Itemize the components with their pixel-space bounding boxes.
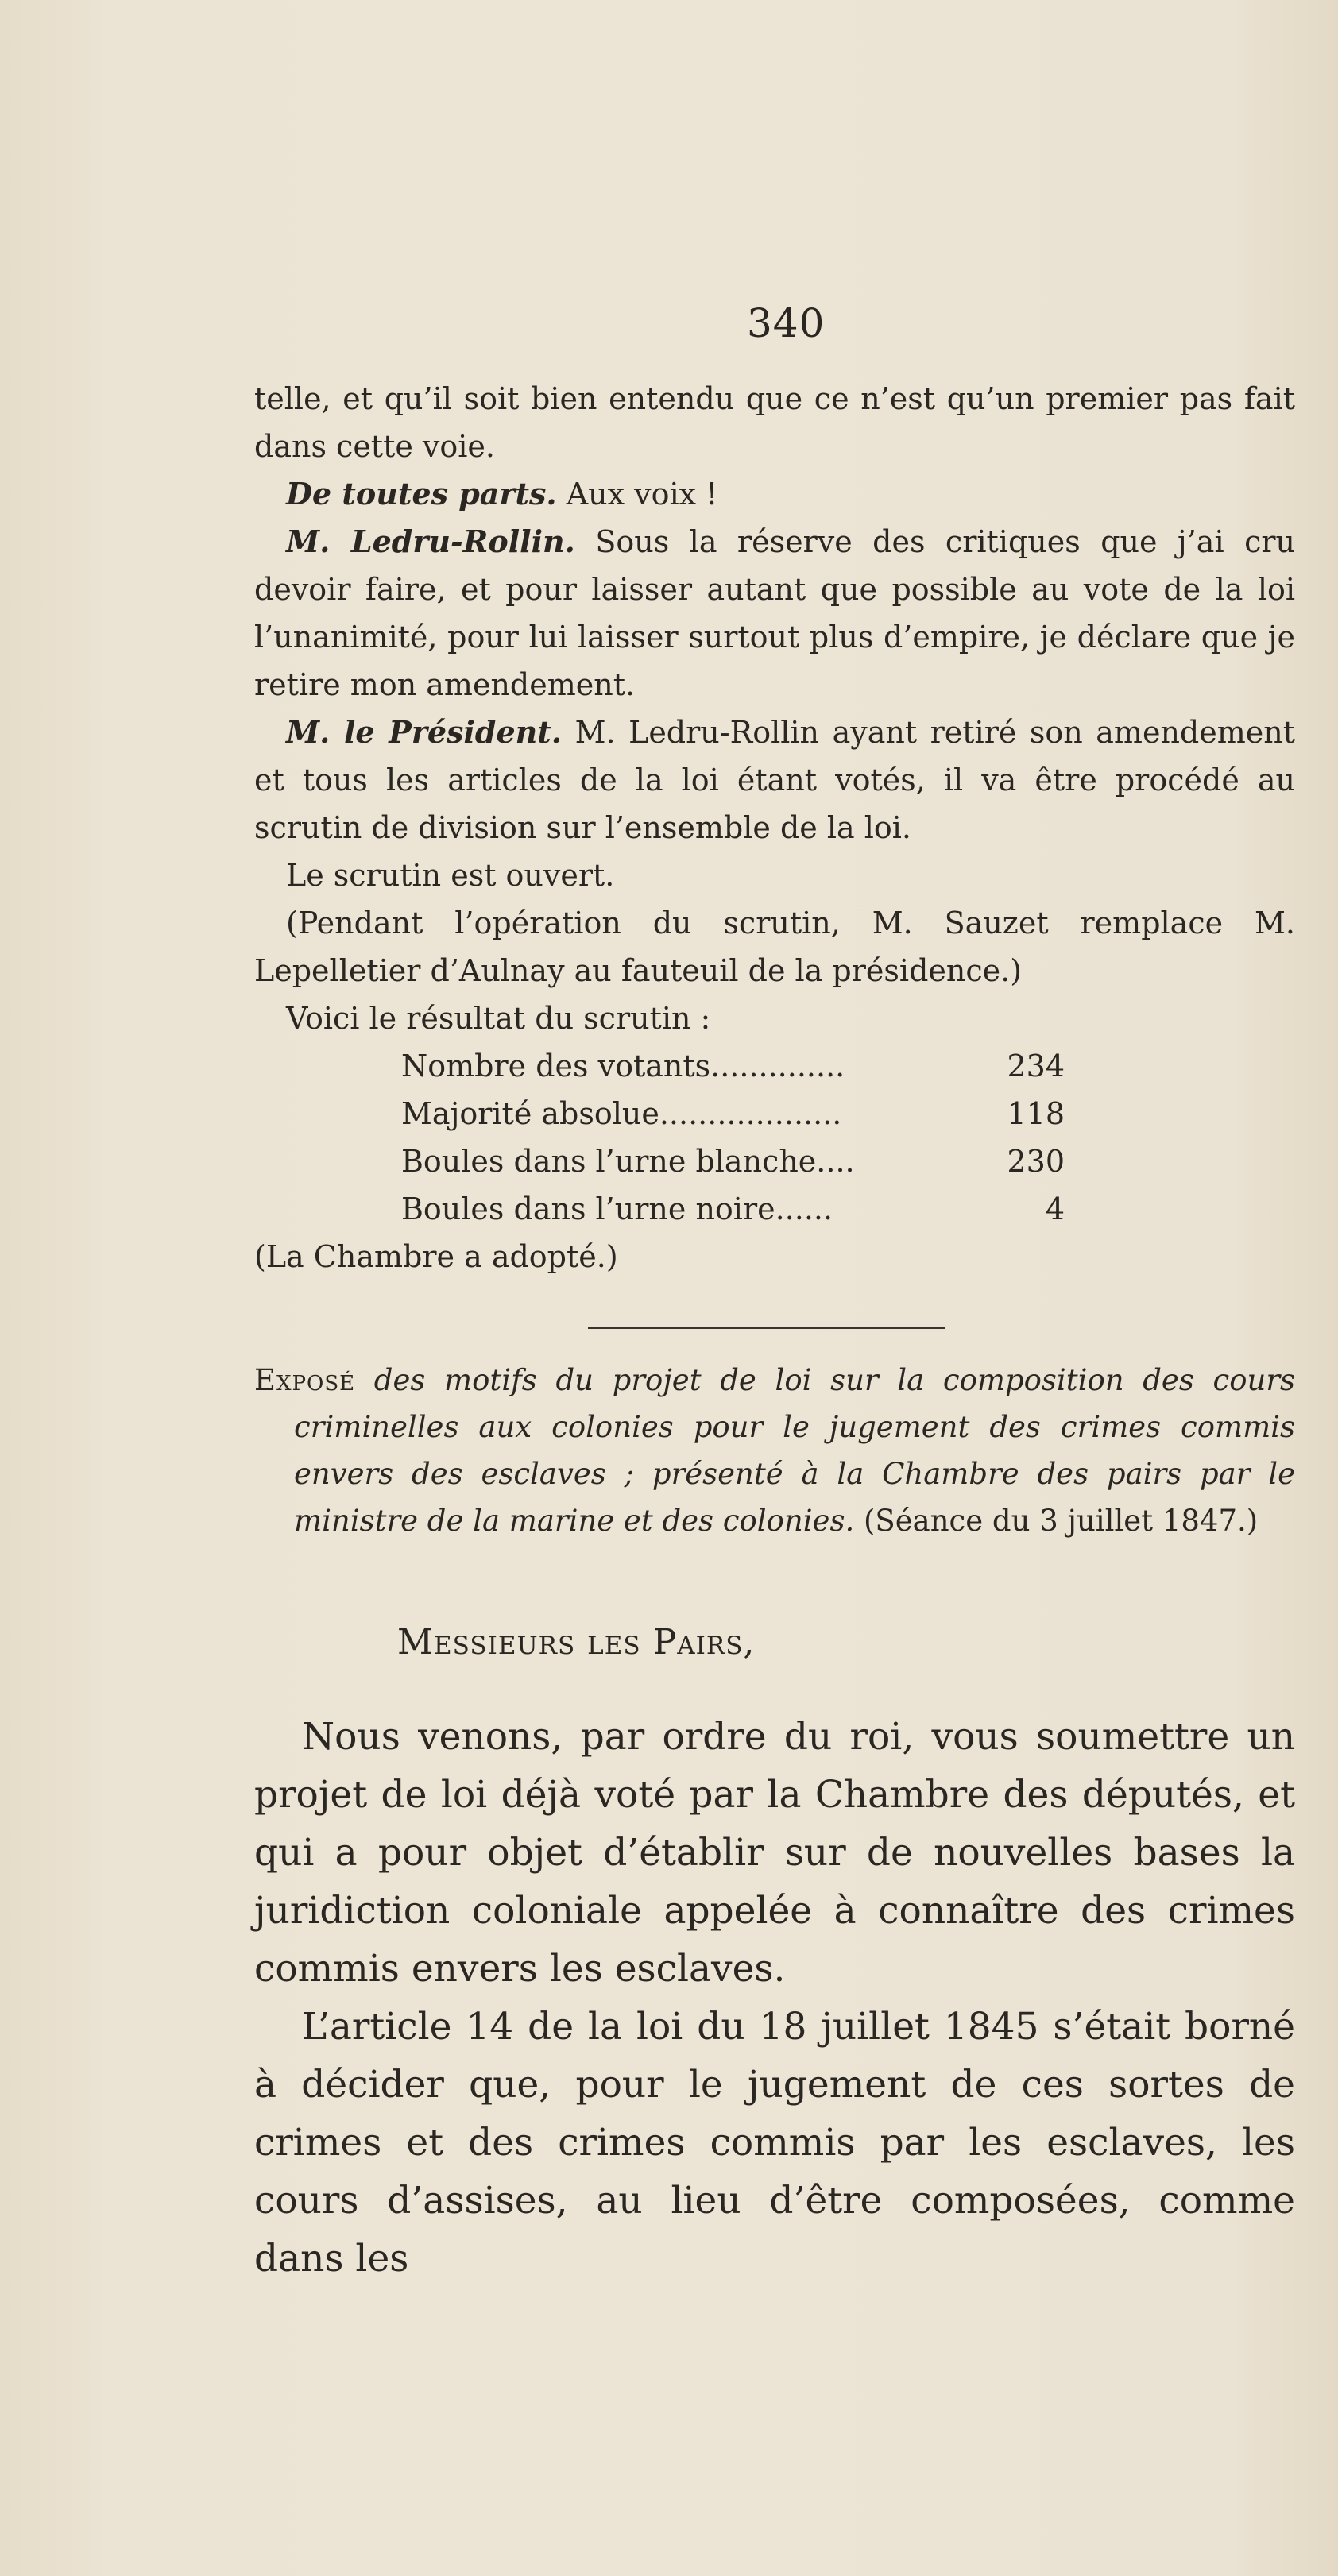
speaker-name: De toutes parts. [286, 476, 557, 512]
paragraph-ledru-rollin [254, 518, 1295, 709]
vote-row-noire [401, 1185, 1065, 1233]
vote-row-blanche [401, 1137, 1065, 1185]
body-paragraph-2: L’article 14 de la loi du 18 juillet 1845 s’était borné à décider que, pour le jugement de ces sortes de crimes et des crimes commis par les esclaves, les cours d’assises, au lieu d’être composées, comme dans les [254, 2005, 1295, 2281]
paragraph-resultat: Voici le résultat du scrutin : [286, 1001, 711, 1036]
speaker-name: M. le Président. [286, 714, 563, 750]
vote-value: 230 [1007, 1144, 1065, 1179]
vote-value: 234 [1007, 1049, 1065, 1083]
expose-session: (Séance du 3 juillet 1847.) [854, 1504, 1259, 1538]
paragraph-president [254, 709, 1295, 852]
vote-row-votants [401, 1042, 1065, 1090]
vote-value: 118 [1007, 1096, 1065, 1131]
expose-lead: Exposé [254, 1363, 356, 1397]
vote-row-majorite [401, 1090, 1065, 1137]
speech-text: Sous la réserve des critiques que j’ai cru devoir faire, et pour laisser autant que possible au vote de la loi l’unanimité, pour lui laisser surtout plus d’empire, je déclare que je retire mon amendement. [254, 524, 1295, 702]
page-number: 340 [747, 300, 826, 346]
paragraph-continuation: telle, et qu’il soit bien entendu que ce n’est qu’un premier pas fait dans cette voie. [254, 381, 1295, 464]
salutation: Messieurs les Pairs, [397, 1622, 756, 1663]
vote-label: Boules dans l’urne noire...... [401, 1191, 833, 1226]
body-paragraph-1: Nous venons, par ordre du roi, vous soumettre un projet de loi déjà voté par la Chambre des députés, et qui a pour objet d’établir sur de nouvelles bases la juridiction coloniale appelée à connaître des crimes commis envers les esclaves. [254, 1715, 1295, 1991]
paragraph-adoption: (La Chambre a adopté.) [254, 1239, 618, 1274]
expose-heading [254, 1357, 1295, 1544]
paragraph-interjection [254, 470, 1295, 518]
vote-value: 4 [1045, 1191, 1065, 1226]
vote-label: Boules dans l’urne blanche.... [401, 1144, 855, 1179]
vote-label: Majorité absolue................... [401, 1096, 842, 1131]
expose-title: des motifs du projet de loi sur la composition des cours criminelles aux colonies pour le jugement des crimes commis envers des esclaves ; présenté à la Chambre des pairs par le ministre de la marine et des colonies. [294, 1363, 1295, 1538]
speech-text: Aux voix ! [556, 477, 718, 512]
section-divider [588, 1327, 945, 1329]
vote-label: Nombre des votants.............. [401, 1049, 845, 1083]
paragraph-operation-scrutin: (Pendant l’opération du scrutin, M. Sauzet remplace M. Lepelletier d’Aulnay au fauteuil de la présidence.) [254, 906, 1295, 988]
speech-text: M. Ledru-Rollin ayant retiré son amendement et tous les articles de la loi étant votés, il va être procédé au scrutin de division sur l’ensemble de la loi. [254, 715, 1295, 845]
paragraph-scrutin-ouvert: Le scrutin est ouvert. [286, 858, 615, 893]
speaker-name: M. Ledru-Rollin. [286, 523, 575, 559]
